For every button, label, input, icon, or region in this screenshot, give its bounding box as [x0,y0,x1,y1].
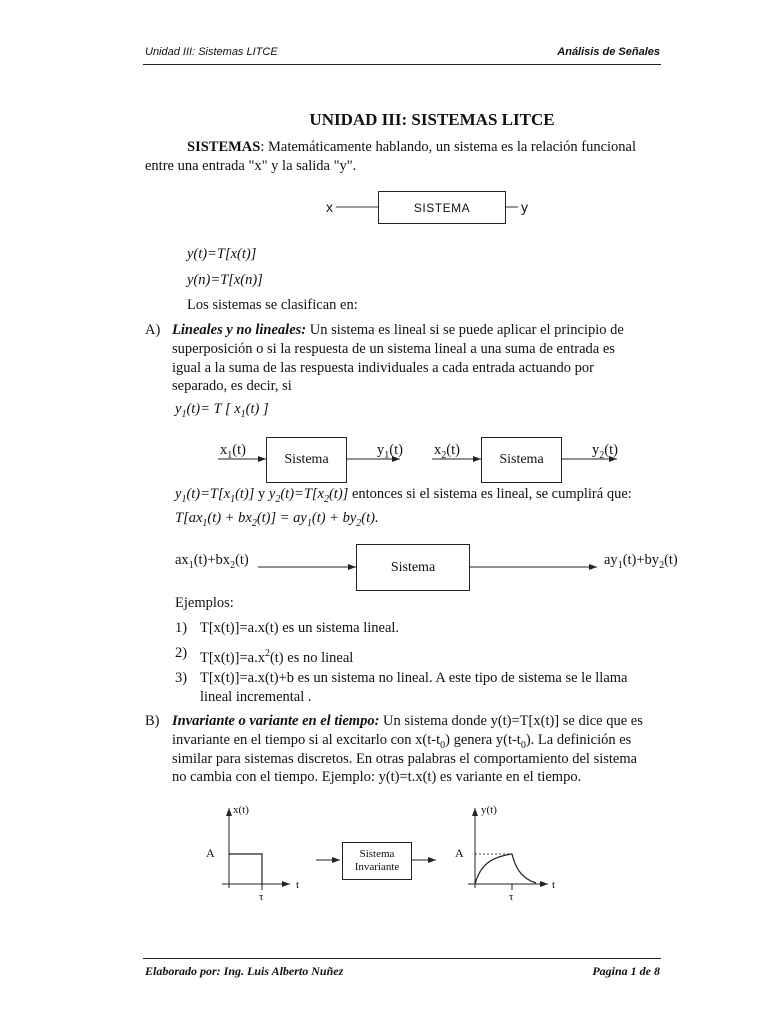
section-b-line-3: similar para sistemas discretos. En otras palabras el comportamiento del sistema [172,751,638,767]
section-b-marker: B) [145,713,160,729]
lbl-sub: 1 [384,449,390,461]
t-sub: 1 [181,493,187,505]
t: y [175,486,182,502]
diagram-1-output: y [521,199,528,215]
y-plot-tau: τ [509,891,514,903]
lbl-sub: 1 [227,449,233,461]
invariant-system-line-1: Sistema [359,848,395,860]
t: (t). [361,510,379,526]
x-plot-label: x(t) [233,804,249,816]
invariant-system-line-2: Invariante [354,861,400,873]
t: (t)] [328,486,349,502]
t-sub: 2 [230,559,236,571]
examples-label: Ejemplos: [175,595,234,611]
lbl-sub: 2 [441,449,447,461]
x-plot-a: A [206,846,215,860]
t: (t) [235,552,249,568]
example-3-number: 3) [175,670,188,686]
t: y [254,486,269,502]
header-left: Unidad III: Sistemas LITCE [145,46,278,58]
classify-text: Los sistemas se clasifican en: [187,297,358,313]
intro-term: SISTEMAS [187,139,261,155]
t: ) genera y(t-t [445,732,521,748]
y-plot-label: y(t) [481,804,497,816]
diagram-2-box-1: Sistema [266,437,347,483]
t-sub: 1 [230,493,236,505]
t: ay [604,552,618,568]
eq-sub: 1 [181,408,187,420]
example-3-line-1: T[x(t)]=a.x(t)+b es un sistema no lineal. A este tipo de sistema se le llama [200,670,628,686]
section-b-line-4: no cambia con el tiempo. Ejemplo: y(t)=t.x(t) es variante en el tiempo. [172,769,582,785]
t-sub: 0 [520,739,526,751]
y-plot-t: t [552,879,556,891]
invariant-system-box [342,842,412,880]
t: (t)] = ay [256,510,307,526]
section-a-heading: Lineales y no lineales: [172,322,307,338]
x-pulse [229,854,262,884]
t-sub: 1 [617,559,623,571]
diagram-1-box: SISTEMA [378,191,506,224]
t-sup: 2 [264,648,270,659]
section-a-line-4: separado, es decir, si [172,378,292,394]
section-a-line-2: superposición o si la respuesta de un sistema lineal a una suma de entrada es [172,341,615,357]
x-plot-tau: τ [259,891,264,903]
diagram-3-box: Sistema [356,544,470,591]
lbl: (t) [446,442,460,458]
t-sub: 2 [659,559,665,571]
t-sub: 2 [275,493,281,505]
diagram-2-box-2: Sistema [481,437,562,483]
t: (t)=T[x [280,486,324,502]
lbl: x [220,442,228,458]
t-sub: 1 [188,559,194,571]
t: (t)+by [622,552,660,568]
lbl: (t) [604,442,618,458]
equation-discrete: y(n)=T[x(n)] [187,272,263,288]
intro-line-2: entre una entrada "x" y la salida "y". [145,158,357,174]
t: (t)+bx [193,552,231,568]
t: ). La definición es [525,732,632,748]
header-right: Análisis de Señales [557,46,660,58]
t-sub: 2 [356,517,362,529]
y-response-curve [475,854,536,884]
example-2-number: 2) [175,645,188,661]
example-1-text: T[x(t)]=a.x(t) es un sistema lineal. [200,620,400,636]
diagram-1-input: x [326,199,333,215]
section-b-text-1: Un sistema donde y(t)=T[x(t)] se dice que es [379,713,643,729]
y-plot-a: A [455,846,464,860]
eq-part: (t)= T [ x [186,401,241,417]
t-sub: 0 [440,739,446,751]
eq-part: y [175,401,182,417]
t: entonces si el sistema es lineal, se cumplirá que: [348,486,632,502]
section-b-heading: Invariante o variante en el tiempo: [172,713,380,729]
eq-sub: 1 [240,408,246,420]
x-plot-t: t [296,879,300,891]
lbl: (t) [389,442,403,458]
equation-continuous: y(t)=T[x(t)] [187,246,257,262]
t: (t) + by [311,510,357,526]
eq-part: (t) ] [245,401,269,417]
t: (t)=T[x [186,486,231,502]
lbl: (t) [232,442,246,458]
footer-right: Pagina 1 de 8 [592,964,660,978]
t: T[ax [175,510,203,526]
t: (t) es no lineal [269,649,354,666]
section-a-line-3: igual a la suma de las respuesta individuales a cada entrada actuando por [172,360,594,376]
t-sub: 2 [323,493,329,505]
footer-left: Elaborado por: Ing. Luis Alberto Nuñez [145,964,344,978]
section-a-marker: A) [145,322,161,338]
t: (t) [664,552,678,568]
t: ax [175,552,189,568]
example-1-number: 1) [175,620,188,636]
t-sub: 1 [202,517,208,529]
t: (t)] [235,486,255,502]
t: (t) + bx [207,510,252,526]
lbl: y [592,442,600,458]
t: y [268,486,276,502]
example-3-line-2: lineal incremental . [200,689,312,705]
section-a-text-1: Un sistema es lineal si se puede aplicar el principio de [306,322,624,338]
t-sub: 2 [251,517,257,529]
lbl: x [434,442,442,458]
lbl: y [377,442,385,458]
t-sub: 1 [306,517,312,529]
page-title: UNIDAD III: SISTEMAS LITCE [309,110,555,129]
t: invariante en el tiempo si al excitarlo con x(t-t [172,732,441,748]
lbl-sub: 2 [599,449,605,461]
t: T[x(t)]=a.x [200,649,265,666]
intro-text-1: : Matemáticamente hablando, un sistema es la relación funcional [260,139,636,155]
footer-rule [143,958,661,959]
